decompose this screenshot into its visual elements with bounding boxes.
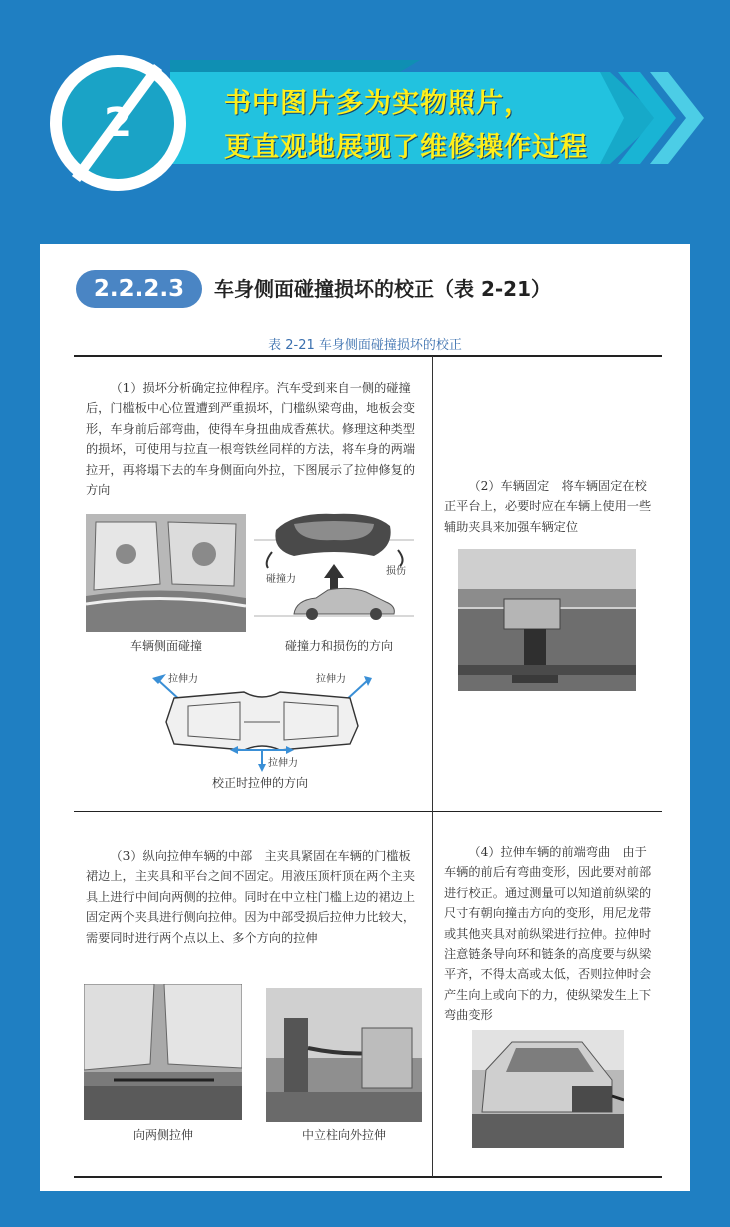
vehicle-fixing-photo — [458, 549, 636, 691]
cell3-caption-b: 中立柱向外拉伸 — [301, 1128, 386, 1142]
book-page — [40, 244, 690, 1191]
b-pillar-pull-photo — [266, 988, 422, 1122]
table-column-divider — [432, 356, 433, 1177]
front-pull-photo — [472, 1030, 624, 1148]
label-pull-right: 拉伸力 — [316, 674, 346, 685]
cell4-text: （4）拉伸车辆的前端弯曲 由于车辆的前后有弯曲变形，因此要对前部进行校正。通过测量可以知道前纵梁的尺寸有朝向撞击方向的变形，用尼龙带或其他夹具对前纵梁进行拉伸。拉伸时注意链条导向环和链条的高度要与纵梁平齐，不得太高或太低，否则拉伸时会产生向上或向下的力，使纵梁发生上下弯曲变形 — [444, 845, 652, 1023]
label-impact-force: 碰撞力 — [266, 574, 296, 585]
cell3-text: （3）纵向拉伸车辆的中部 主夹具紧固在车辆的门槛板裙边上，主夹具和平台之间不固定。用液压顶杆顶在两个主夹具上进行中间向两侧的拉伸。同时在中立柱门槛上边的裙边上固定两个夹具进行侧向拉伸。因为中部受损后拉伸力比较大，需要同时进行两个点以上、多个方向的拉伸 — [86, 849, 416, 945]
banner-line-1: 书中图片多为实物照片， — [224, 88, 532, 119]
cell1-caption-b: 碰撞力和损伤的方向 — [284, 639, 393, 653]
banner-line-2: 更直观地展现了维修操作过程 — [224, 132, 588, 163]
pull-both-sides-photo — [84, 984, 242, 1120]
cell1-caption-a: 车辆侧面碰撞 — [129, 639, 202, 653]
cell2-text: （2）车辆固定 将车辆固定在校正平台上，必要时应在车辆上使用一些辅助夹具来加强车辆定位 — [444, 479, 652, 534]
badge-number: 2 — [104, 100, 132, 146]
label-pull-left: 拉伸力 — [168, 674, 198, 685]
side-impact-photo — [86, 514, 246, 632]
banner-stripe — [170, 60, 420, 72]
cell1-caption-c: 校正时拉伸的方向 — [211, 776, 308, 790]
section-number-pill: 2.2.2.3 — [76, 270, 202, 308]
table-caption: 表 2-21 车身侧面碰撞损坏的校正 — [268, 338, 462, 353]
cell1-text: （1）损坏分析确定拉伸程序。汽车受到来自一侧的碰撞后，门槛板中心位置遭到严重损坏，门槛纵梁弯曲，地板会变形，车身前后部弯曲，使得车身扭曲成香蕉状。修理这种类型的损坏，可使用与拉直一根弯铁丝同样的方法，将车身的两端拉开，再将塌下去的车身侧面向外拉，下图展示了拉伸修复的方向 — [86, 381, 416, 498]
banner-headline — [224, 82, 588, 170]
label-damage: 损伤 — [386, 566, 406, 577]
label-pull-bottom: 拉伸力 — [268, 758, 298, 769]
section-title: 车身侧面碰撞损坏的校正（表 2-21） — [214, 277, 552, 301]
table-middle-rule — [74, 811, 662, 812]
table-bottom-rule — [74, 1176, 662, 1178]
table-top-rule — [74, 355, 662, 357]
cell3-caption-a: 向两侧拉伸 — [132, 1128, 193, 1142]
